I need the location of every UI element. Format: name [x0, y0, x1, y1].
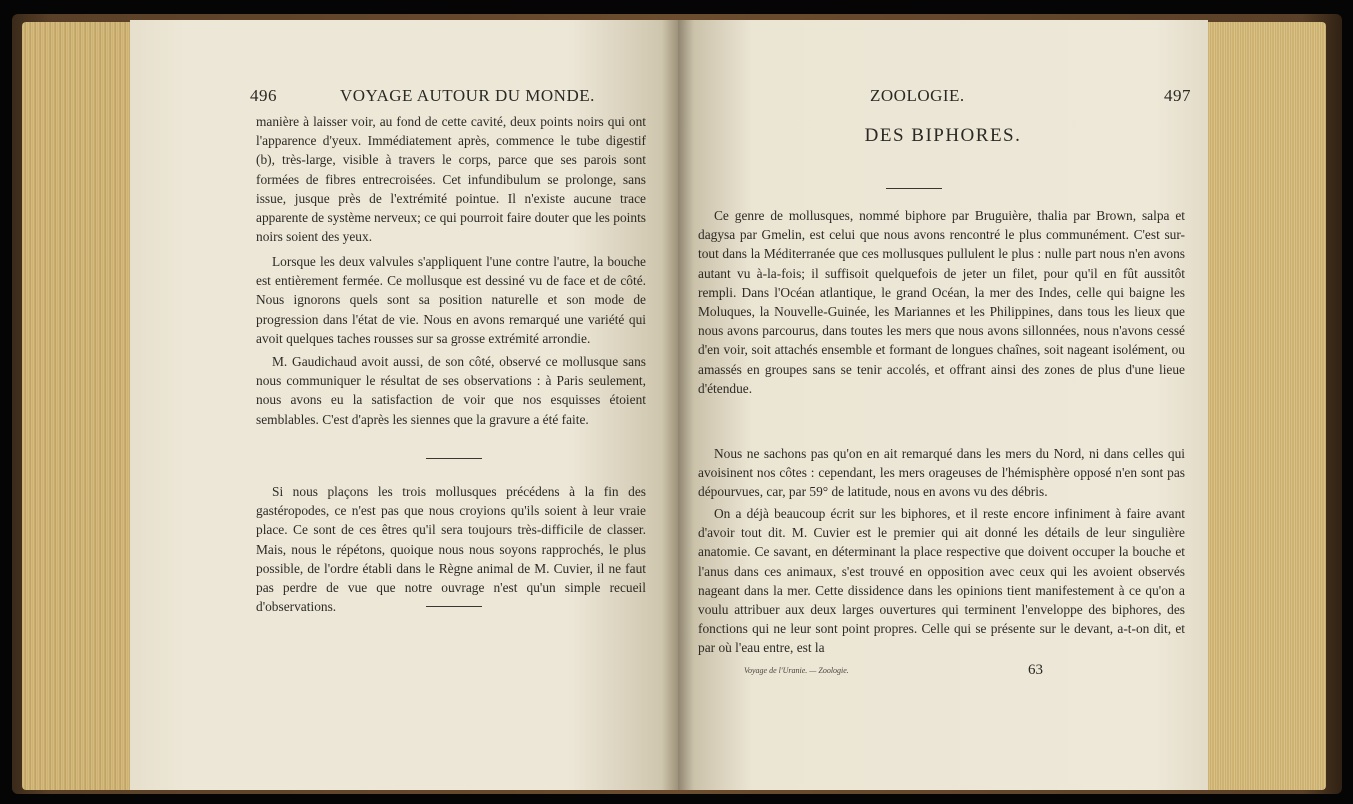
left-paragraph-2: Lorsque les deux valvules s'appliquent l'une contre l'autre, la bouche est entièrement fermée. Ce mollusque est dessiné vu de face et de côté. Nous ignorons quels sont sa position naturelle et son mode de progression dans l'état de vie. Nous en avons remarqué une variété qui avoit quelques taches rousses sur sa grosse extrémité arrondie.: [256, 254, 646, 346]
right-page: [678, 20, 1208, 790]
page-footer: Voyage de l'Uranie. — Zoologie.: [744, 666, 849, 675]
left-page: [130, 20, 678, 790]
left-page-number: 496: [250, 86, 277, 105]
right-page-number: 497: [1164, 86, 1191, 105]
left-paragraph-3: M. Gaudichaud avoit aussi, de son côté, observé ce mollusque sans nous communiquer le résultat de ses observations : à Paris seulement, nous avons eu la satisfaction de voir que nos esquisses étoient semblables. C'est d'après les siennes que la gravure a été faite.: [256, 354, 646, 427]
left-separator-rule: [426, 458, 482, 459]
right-running-title: ZOOLOGIE.: [870, 86, 965, 105]
left-running-title: VOYAGE AUTOUR DU MONDE.: [340, 86, 595, 105]
section-title: DES BIPHORES.: [864, 125, 1022, 146]
right-running-head: [870, 86, 1198, 108]
left-running-head: [250, 86, 670, 108]
right-paragraph-1: Ce genre de mollusques, nommé biphore par Bruguière, thalia par Brown, salpa et dagysa par Gmelin, est celui que nous avons rencontré le plus communément. C'est sur-tout dans la Méditerranée que ces mollusques pullulent le plus : nulle part nous n'en avons autant vu à-la-fois; il suffisoit quelquefois de jeter un filet, pour qu'il en fût aussitôt rempli. Dans l'Océan atlantique, le grand Océan, la mer des Indes, celle qui baigne les Moluques, la Nouvelle-Guinée, les Mariannes et les Philippines, dans tous les lieux que nous avons parcourus, dans toutes les mers que nous avons sillonnées, nous n'avons cessé d'en voir, soit attachés ensemble et formant de longues chaînes, soit nageant isolément, ou amassés en groupes sans se tenir accolés, et offrant ainsi des zones de plus d'une lieue d'étendue.: [698, 208, 1185, 396]
left-paragraph-1: manière à laisser voir, au fond de cette cavité, deux points noirs qui ont l'apparence d'yeux. Immédiatement après, commence le tube digestif (b), très-large, visible à travers le corps, parce que ses parois sont formées de fibres entrecroisées. Cet infundibulum se prolonge, sans issue, jusque près de l'extrémité pointue. Il n'existe aucune trace apparente de système nerveux; ce qui pourroit faire douter que les points noirs soient des yeux.: [256, 114, 646, 245]
left-paragraph-4: Si nous plaçons les trois mollusques précédens à la fin des gastéropodes, ce n'est pas que nous croyions qu'ils soient à leur vraie place. Ce sont de ces êtres qu'il sera toujours très-difficile de classer. Mais, nous le répétons, quoique nous nous soyons rapprochés, le plus possible, de l'ordre établi dans le Règne animal de M. Cuvier, il ne faut pas perdre de vue que notre ouvrage n'est qu'un simple recueil d'observations.: [256, 484, 646, 615]
right-separator-rule: [886, 188, 942, 189]
right-page-edges: [1206, 22, 1326, 790]
signature-mark: 63: [1028, 662, 1043, 678]
right-paragraph-2: Nous ne sachons pas qu'on en ait remarqué dans les mers du Nord, ni dans celles qui avoisinent nos côtes : cependant, les mers orageuses de l'hémisphère opposé n'en sont pas dépourvues, car, par 59° de latitude, nous en avons vu des débris.: [698, 446, 1185, 500]
left-end-rule: [426, 606, 482, 607]
left-page-edges: [22, 22, 140, 790]
right-paragraph-3: On a déjà beaucoup écrit sur les biphores, et il reste encore infiniment à faire avant d'avoir tout dit. M. Cuvier est le premier qui ait donné les détails de leur singulière anatomie. Ce savant, en déterminant la place respective que doivent occuper la bouche et l'anus dans ces animaux, s'est trouvé en opposition avec ceux qui les avoient observés nageant dans la mer. Cette dissidence dans les opinions tient manifestement à ce qu'on a voulu attribuer aux deux larges ouvertures qui terminent l'enveloppe des biphores, des fonctions qui ne leur sont point propres. Celle qui se présente sur le devant, a-t-on dit, et par où l'eau entre, est la: [698, 506, 1185, 656]
